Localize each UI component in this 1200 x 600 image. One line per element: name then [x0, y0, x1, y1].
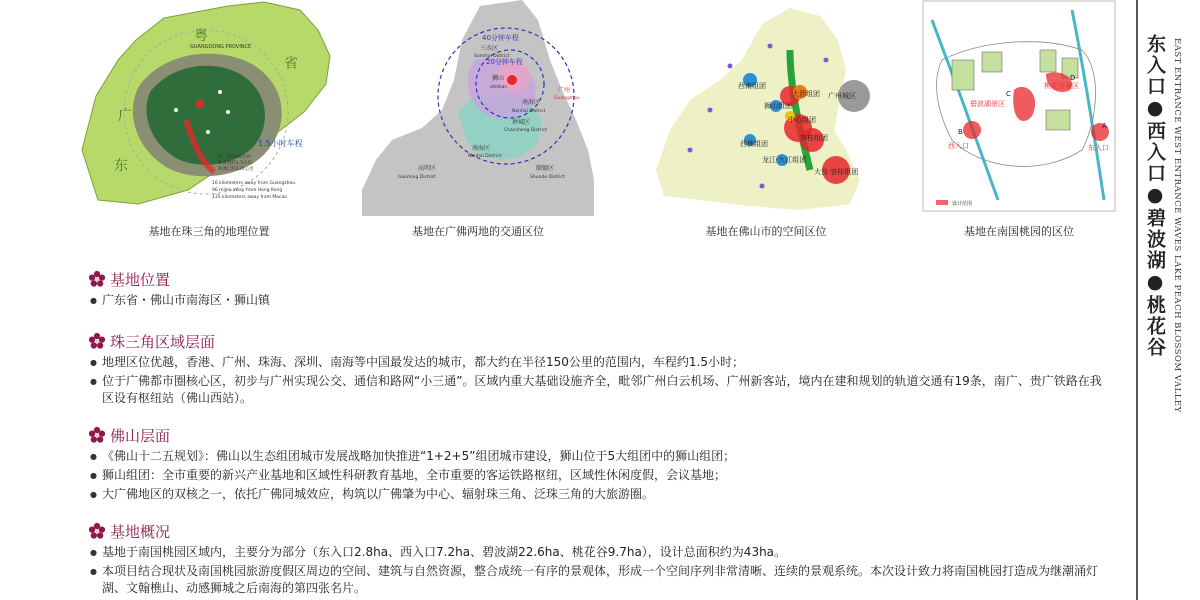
map1-note-5: 96 miles away from Hong Kong — [212, 188, 283, 193]
map1-note-3: 距澳门约135公里 — [218, 167, 254, 172]
section-title: 基地概况 — [110, 522, 171, 541]
map-taoyuan-location — [922, 0, 1116, 216]
map3-longjiang: 龙江·九江组团 — [762, 156, 807, 164]
map1-note-1: 距广州约40分钟 — [218, 155, 251, 160]
map2-ring40: 40分钟车程 — [482, 34, 519, 42]
map3-zhongxin: 中心组团 — [788, 116, 816, 124]
map4-label-b: B — [958, 128, 963, 136]
map2-chancheng: 禅城区 — [512, 119, 531, 126]
bullet-text: ● 地理区位优越，香港、广州、珠海、深圳、南海等中国最发达的城市，都大约在半径150公里的范围内，车程约1.5小时； — [88, 354, 1108, 371]
map3-xiqiao: 西樵组团 — [740, 140, 768, 148]
map1-label-dong: 东 — [114, 158, 128, 174]
bullet-text: ● 广东省・佛山市南海区・狮山镇 — [88, 292, 270, 309]
map2-chancheng-en: Chancheng District — [504, 128, 548, 133]
map3-dali: 大沥组团 — [792, 90, 820, 98]
map4-label-c: C — [1006, 90, 1011, 98]
map4-west: 西入口 — [948, 142, 969, 150]
map1-drive-label: 1.5小时车程 — [258, 139, 303, 148]
map3-guangzhou: 广州城区 — [828, 92, 856, 100]
map2-shunde: 顺德区 — [536, 165, 555, 172]
bullet-text: ● 基地于南国桃园区域内，主要分为部分（东入口2.8ha、西入口7.2ha、碧波湖22.6ha、桃花谷9.7ha），设计总面积约为43ha。 — [88, 544, 1108, 561]
section-prd-level — [88, 330, 1108, 407]
sidebar-title-cn: 东入口●西入口●碧波湖●桃花谷 — [1144, 34, 1166, 358]
bullet-text: ● 狮山组团：全市重要的新兴产业基地和区域性科研教育基地，全市重要的客运铁路枢纽，区域性休闲度假，会议基地； — [88, 467, 1108, 484]
map4-bibo: 碧波湖景区 — [970, 100, 1005, 108]
bullet-text: ● 本项目结合现状及南国桃园旅游度假区周边的空间、建筑与自然资源，整合成统一有序的景观体，形成一个空间序列非常清晰、连续的景观系统。本次设计致力将南国桃园打造成为继潮涌灯湖、文翰樵山、动感狮城之后南海的第四张名片。 — [88, 563, 1108, 597]
map2-shunde-en: Shunde District — [530, 175, 565, 180]
section-title: 珠三角区域层面 — [110, 332, 216, 351]
section-site-overview — [88, 520, 1108, 597]
map2-caption: 基地在广佛两地的交通区位 — [412, 225, 544, 238]
map4-label-a: A — [1102, 122, 1107, 130]
flower-icon — [88, 332, 106, 350]
map-traffic-location — [362, 0, 594, 216]
map4-taohua: 桃花谷景区 — [1044, 82, 1079, 90]
sidebar — [1136, 0, 1200, 600]
flower-icon — [88, 426, 106, 444]
map2-ring20: 20分钟车程 — [486, 58, 523, 66]
map2-gaoming-en: Gaoming District — [398, 175, 436, 180]
map2-nanhai2-en: Nanhai District — [468, 154, 502, 159]
map2-sanshui: 三水区 — [480, 45, 499, 52]
map1-caption: 基地在珠三角的地理位置 — [148, 225, 270, 238]
bullet-text: ● 大广佛地区的双核之一，依托广佛同城效应，构筑以广佛肇为中心、辐射珠三角、泛珠三角的大旅游圈。 — [88, 486, 1108, 503]
section-foshan-level — [88, 424, 1108, 503]
map1-note-6: 135 kilometers away from Macao — [212, 195, 288, 200]
sidebar-title-en: EAST ENTRANCE WEST ENTRANCE WAVES LAKE PEACH BLOSSOM VALLEY — [1172, 38, 1182, 413]
map2-nanhai2: 南海区 — [472, 145, 491, 152]
map3-daliang: 大良·容桂组团 — [814, 168, 859, 176]
map2-guangzhou-en: Guangzhou — [554, 96, 580, 101]
map3-caption: 基地在佛山市的空间区位 — [705, 225, 827, 238]
map1-note-2: 距香港约1.5小时 — [218, 161, 253, 166]
map1-label-sheng: 省 — [284, 56, 298, 72]
map4-east: 东入口 — [1088, 144, 1109, 152]
map2-guangzhou: 广州 — [558, 87, 571, 94]
section-site-location — [88, 268, 270, 309]
map2-shishan: 狮山 — [492, 75, 505, 82]
map2-sanshui-en: Sanshui District — [474, 54, 510, 59]
map3-shishan: 狮山组团 — [764, 102, 792, 110]
bullet-text: ● 位于广佛都市圈核心区，初步与广州实现公交、通信和路网“小三通”。区域内重大基础设施齐全，毗邻广州白云机场、广州新客站，境内在建和规划的轨道交通有19条，南广、贵广铁路在我区设有枢纽站（佛山西站）。 — [88, 373, 1108, 407]
map4-label-d: D — [1070, 74, 1076, 82]
bullet-text: ● 《佛山十二五规划》：佛山以生态组团城市发展战略加快推进“1+2+5”组团城市建设，狮山位于5大组团中的狮山组团； — [88, 448, 1108, 465]
map4-caption: 基地在南国桃园的区位 — [964, 225, 1074, 238]
map2-gaoming: 高明区 — [418, 165, 437, 172]
map2-shishan-en: shishan — [490, 85, 508, 90]
map2-nanhai-en: Nanhai District — [512, 109, 546, 114]
map1-label-guang: 广 — [118, 108, 132, 124]
map3-xinan: 西南组团 — [738, 82, 766, 90]
map4-legend: 设计范围 — [952, 201, 973, 207]
map1-label-yue: 粤 — [194, 28, 208, 44]
flower-icon — [88, 522, 106, 540]
section-title: 佛山层面 — [110, 426, 171, 445]
map1-note-4: 16 kilometers away from Guangzhou — [212, 181, 296, 186]
map3-ronggui: 容桂组团 — [800, 134, 828, 142]
map1-province-en: GUANGDONG PROVINCE — [190, 44, 252, 50]
flower-icon — [88, 270, 106, 288]
section-title: 基地位置 — [110, 270, 171, 289]
map-foshan-spatial — [650, 0, 882, 216]
map-prd-location — [78, 0, 340, 210]
map2-nanhai: 南海区 — [522, 99, 541, 106]
